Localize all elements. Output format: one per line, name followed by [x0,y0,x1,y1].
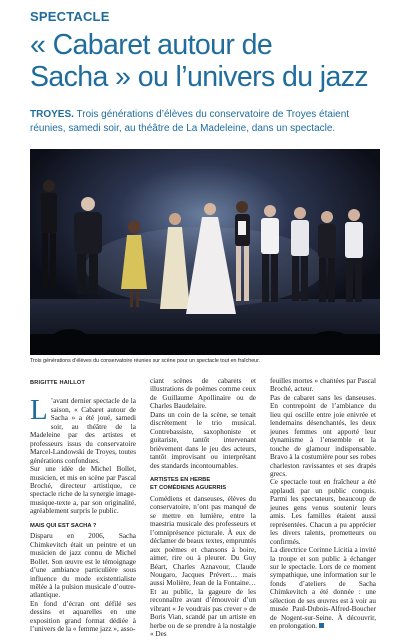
article-column-2 [150,377,256,639]
photo-caption: Trois générations d’élèves du conservatoire réunies sur scène pour un spectacle tout en fraîcheur. [30,358,261,364]
stage-photo [30,149,380,355]
byline: BRIGITTE HAILLOT [30,380,86,386]
paragraph-1-text: ’avant dernier spectacle de la saison, « Cabaret autour de Sacha » a été joué, samedi soir, au théâtre de la Madeleine par des artistes et professeurs issus du conservatoire Marcel-Landowski de Troyes, toutes générations confondues. [30,397,136,465]
subhead-artists-line-2: ET COMÉDIENS AGUERRIS [150,485,227,492]
lede [30,108,385,136]
lede-place: TROYES. [30,109,74,120]
paragraph-4b: ciant scènes de cabarets et illustrations de poèmes comme ceux de Guillaume Apollinaire ou de Charles Baudelaire. [150,377,256,411]
paragraph-6a: Comédiens et danseuses, élèves du conservatoire, n’ont pas manqué de se mettre en lumière, entre la maestria musicale des professeurs et l’omniprésence picturale. À eux de déclamer de beaux textes, empruntés aux poèmes et chansons à boire, aimer, rire ou à pleurer. Du Guy Béart, Charles Aznavour, Claude Nougaro, Jacques Prévert… mais aussi Molière, Jean de la Fontaine… Et au public, la gageure de les reconnaître avant d’émouvoir d’un vibrant « Je voudrais pas crever » de Boris Vian, scandé par un artiste en herbe ou de se prendre à la nostalgie « Des [150,494,256,639]
paragraph-8: Ce spectacle tout en fraîcheur a été applaudi par un public conquis. Parmi les spectateurs, beaucoup de jeunes gens venus soutenir leurs amis. Les familles étaient aussi représentées. Chacun a pu apprécier les divers talents, prometteurs ou confirmés. [270,478,376,546]
paragraph-1 [30,394,136,465]
headline [30,29,402,93]
paragraph-9 [270,546,376,631]
headline-line-2: Sacha » ou l’univers du jazz [30,61,369,93]
lede-text: Trois générations d’élèves du conservatoire de Troyes étaient réunies, samedi soir, au théâtre de La Madeleine, dans un spectacle. [30,109,350,134]
subhead-who-is-sacha: MAIS QUI EST SACHA ? [30,522,97,529]
paragraph-2: Sur une idée de Michel Bollet, musicien, et mis en scène par Pascal Broché, directeur artistique, ce spectacle riche de la synergie image-musique-texte a, par son originalité, agréablement surpris le public. [30,465,136,516]
drop-cap: L [30,394,48,427]
subhead-artists-line-1: ARTISTES EN HERBE [150,476,211,483]
section-rubric: SPECTACLE [30,9,110,24]
paragraph-7: Pas de cabaret sans les danseuses. En contrepoint de l’ambiance du lieu qui oscille entre joie enivrée et lendemains désenchantés, les deux jeunes femmes ont apporté leur dynamisme à l’ensemble et la touche de glamour indispensable. Bravo à la costumière pour ses robes charleston ravissantes et ses drapés grecs. [270,393,376,478]
paragraph-4a: En fond d’écran ont défilé ses dessins et aquarelles en une exposition grand format dédiée à l’univers de la « femme jazz », asso- [30,599,136,634]
article-column-3 [270,377,376,631]
paragraph-9-text: La directrice Corinne Licitia a invité la troupe et son public à échanger sur le spectacle. Lors de ce moment sympathique, une information sur le fonds d’ateliers de Sacha Chimkevitch a été donnée : une sélection de ses œuvres est à voir au musée Paul-Dubois-Alfred-Boucher de Nogent-sur-Seine. À découvrir, en prolongation. [270,546,376,631]
subhead-artists [150,476,256,493]
end-mark-icon [319,623,324,628]
stage-photo-image [30,149,380,355]
paragraph-6b: feuilles mortes » chantées par Pascal Broché, acteur. [270,377,376,394]
paragraph-5: Dans un coin de la scène, se tenait discrètement le trio musical. Contrebassiste, saxophoniste et guitariste, tantôt intervenant brièvement dans le jeu des acteurs, tantôt improvisant ou interprétant des standards incontournables. [150,410,256,470]
article-column-1 [30,377,136,634]
headline-line-1: « Cabaret autour de [30,29,273,61]
paragraph-3: Disparu en 2006, Sacha Chimkevitch était un peintre et un musicien de jazz connu de Michel Bollet. Son œuvre est le témoignage d’une ambiance particulière sous influence du mode existentialiste mêlée à la pulsion musicale d’outre-atlantique. [30,532,136,600]
